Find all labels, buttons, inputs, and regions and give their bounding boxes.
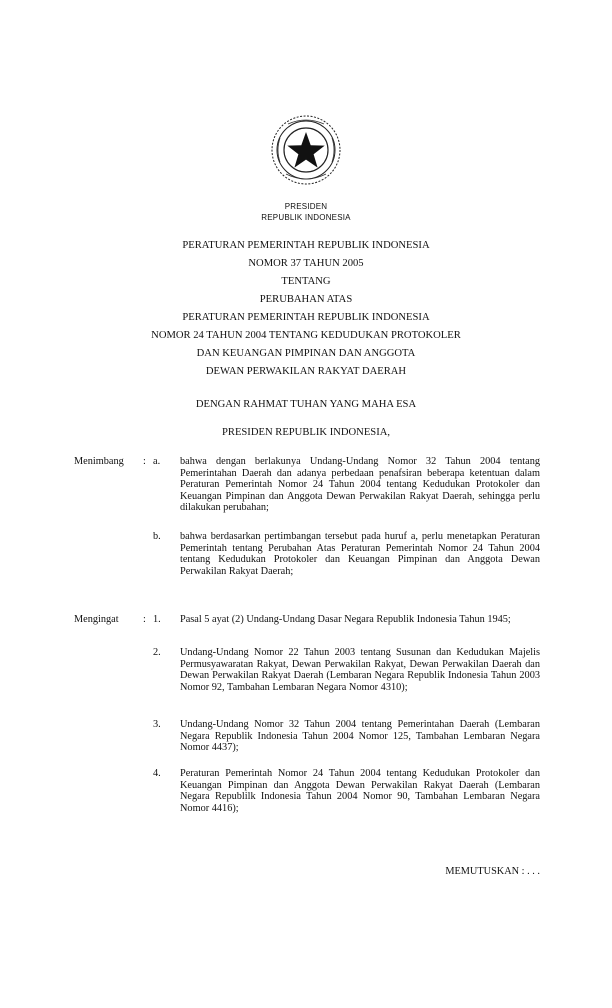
mengingat-item-text: Peraturan Pemerintah Nomor 24 Tahun 2004 tentang Kedudukan Protokoler dan Keuangan Pimpinan dan Anggota Dewan Perwakilan Rakyat Daerah (Lembaran Negara Republilk Indonesia Tahun 2004 Nomor 90, Tambahan Lembaran Negara Nomor 4416); xyxy=(180,768,540,814)
document-title-line: NOMOR 24 TAHUN 2004 TENTANG KEDUDUKAN PROTOKOLER xyxy=(151,330,461,341)
item-number: a. xyxy=(153,456,161,467)
office-title-line2: REPUBLIK INDONESIA xyxy=(261,213,351,222)
document-title-line: PERATURAN PEMERINTAH REPUBLIK INDONESIA xyxy=(182,240,430,251)
mengingat-item-text: Undang-Undang Nomor 32 Tahun 2004 tentang Pemerintahan Daerah (Lembaran Negara Republik Indonesia Tahun 2004 Nomor 125, Tambahan Lembaran Negara Nomor 4437); xyxy=(180,719,540,754)
mengingat-item-text: Undang-Undang Nomor 22 Tahun 2003 tentang Susunan dan Kedudukan Majelis Permusyawaratan Rakyat, Dewan Perwakilan Rakyat, Dewan Perwakilan Daerah dan Dewan Perwakilan Rakyat Daerah (Lembaran Negara Republik Indonesia Tahun 2003 Nomor 92, Tambahan Lembaran Negara Nomor 4310); xyxy=(180,647,540,693)
document-title-line: PERUBAHAN ATAS xyxy=(259,294,353,305)
mengingat-label: Mengingat xyxy=(74,614,119,625)
item-number: 2. xyxy=(153,647,161,658)
president-line: PRESIDEN REPUBLIK INDONESIA, xyxy=(221,427,391,438)
menimbang-label: Menimbang xyxy=(74,456,124,467)
mengingat-item-text: Pasal 5 ayat (2) Undang-Undang Dasar Negara Republik Indonesia Tahun 1945; xyxy=(180,614,511,625)
item-number: 3. xyxy=(153,719,161,730)
blessing-line: DENGAN RAHMAT TUHAN YANG MAHA ESA xyxy=(195,399,417,410)
item-number: b. xyxy=(153,531,161,542)
menimbang-colon: : xyxy=(143,456,146,467)
document-title-line: DAN KEUANGAN PIMPINAN DAN ANGGOTA xyxy=(196,348,416,359)
presidential-seal-star-icon xyxy=(266,110,346,190)
document-title-line: DEWAN PERWAKILAN RAKYAT DAERAH xyxy=(205,366,407,377)
document-title-line: TENTANG xyxy=(281,276,331,287)
menimbang-item-text: bahwa berdasarkan pertimbangan tersebut pada huruf a, perlu menetapkan Peraturan Pemerintah tentang Perubahan Atas Peraturan Pemerintah Nomor 24 Tahun 2004 tentang Kedudukan Protokoler dan Keuangan Pimpinan dan Anggota Dewan Perwakilan Rakyat Daerah; xyxy=(180,531,540,577)
continuation-note: MEMUTUSKAN : . . . xyxy=(445,866,540,877)
document-title-line: NOMOR 37 TAHUN 2005 xyxy=(248,258,364,269)
office-title-line1: PRESIDEN xyxy=(284,202,328,211)
item-number: 1. xyxy=(153,614,161,625)
item-number: 4. xyxy=(153,768,161,779)
mengingat-colon: : xyxy=(143,614,146,625)
document-title-line: PERATURAN PEMERINTAH REPUBLIK INDONESIA xyxy=(182,312,430,323)
menimbang-item-text: bahwa dengan berlakunya Undang-Undang Nomor 32 Tahun 2004 tentang Pemerintahan Daerah dan adanya perbedaan penafsiran beberapa ketentuan dalam Peraturan Pemerintah Nomor 24 Tahun 2004 tentang Kedudukan Protokoler dan Keuangan Pimpinan dan Anggota Dewan Perwakilan Rakyat Daerah, sehingga perlu dilakukan perubahan; xyxy=(180,456,540,514)
